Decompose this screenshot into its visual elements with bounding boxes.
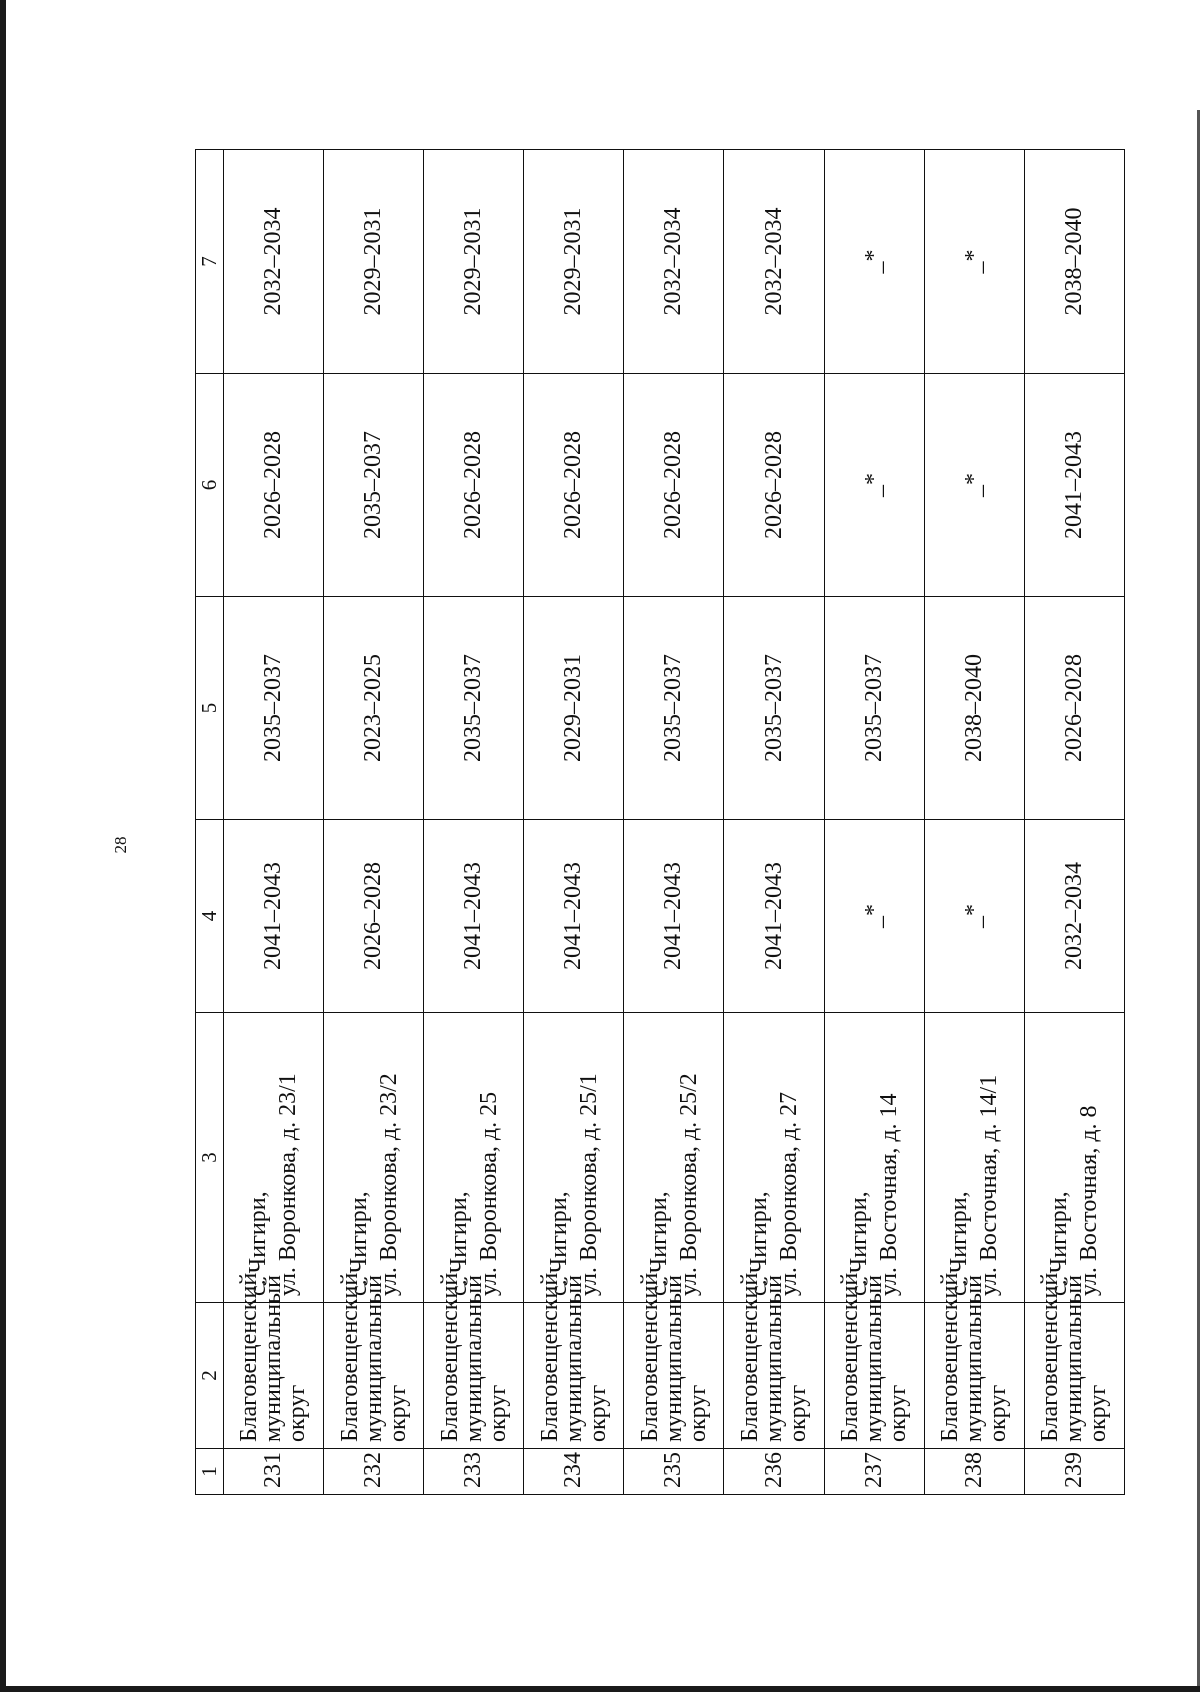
address-cell [424, 1013, 524, 1303]
district-line: округ [1085, 1384, 1112, 1442]
row-number-cell: 233 [424, 1449, 524, 1495]
period-cell-c5: 2035–2037 [824, 597, 924, 820]
district-line: муниципальный [660, 1274, 687, 1442]
table-row [724, 150, 824, 1495]
schedule-table [195, 149, 1125, 1495]
district-cell [424, 1272, 524, 1449]
district-line: Благовещенский [837, 1272, 864, 1442]
address-cell [824, 1013, 924, 1303]
scan-edge-left [0, 0, 6, 1692]
address-line: с. Чигири, [846, 1191, 873, 1296]
row-number-cell: 236 [724, 1449, 824, 1495]
column-header: 3 [196, 1013, 224, 1303]
district-line: Благовещенский [636, 1272, 663, 1442]
district-line: Благовещенский [336, 1272, 363, 1442]
table-row [524, 150, 624, 1495]
address-line: ул. Воронкова, д. 23/1 [275, 1073, 302, 1296]
table-container [195, 150, 1125, 1495]
row-number-cell: 237 [824, 1449, 924, 1495]
address-cell [524, 1013, 624, 1303]
row-number-cell: 232 [323, 1449, 423, 1495]
period-cell-c7: 2029–2031 [524, 150, 624, 374]
district-line: округ [885, 1384, 912, 1442]
address-line: ул. Воронкова, д. 25/2 [675, 1073, 702, 1296]
period-cell-c5: 2035–2037 [724, 597, 824, 820]
district-line: Благовещенский [737, 1272, 764, 1442]
table-row [223, 150, 323, 1495]
district-cell [323, 1272, 423, 1449]
table-row [924, 150, 1024, 1495]
period-cell-c4: 2041–2043 [624, 820, 724, 1013]
period-cell-c4: _* [824, 820, 924, 1013]
period-cell-c6: 2026–2028 [524, 374, 624, 597]
district-line: округ [985, 1384, 1012, 1442]
district-line: муниципальный [861, 1274, 888, 1442]
period-cell-c5: 2029–2031 [524, 597, 624, 820]
address-cell [724, 1013, 824, 1303]
district-line: округ [384, 1384, 411, 1442]
address-line: ул. Воронкова, д. 25/1 [575, 1073, 602, 1296]
period-cell-c4: 2041–2043 [724, 820, 824, 1013]
period-cell-c5: 2038–2040 [924, 597, 1024, 820]
address-line: с. Чигири, [645, 1191, 672, 1296]
address-line: ул. Воронкова, д. 23/2 [375, 1073, 402, 1296]
period-cell-c5: 2035–2037 [624, 597, 724, 820]
period-cell-c7: 2032–2034 [724, 150, 824, 374]
address-line: ул. Воронкова, д. 25 [475, 1091, 502, 1296]
period-cell-c4: 2041–2043 [524, 820, 624, 1013]
district-cell [1024, 1272, 1124, 1449]
district-line: Благовещенский [436, 1272, 463, 1442]
row-number-cell: 235 [624, 1449, 724, 1495]
period-cell-c7: 2032–2034 [223, 150, 323, 374]
district-line: Благовещенский [937, 1272, 964, 1442]
district-line: муниципальный [360, 1274, 387, 1442]
address-line: с. Чигири, [946, 1191, 973, 1296]
table-row [323, 150, 423, 1495]
rotated-table-frame [195, 150, 1125, 1495]
district-line: округ [284, 1384, 311, 1442]
period-cell-c6: 2041–2043 [1024, 374, 1124, 597]
row-number-cell: 234 [524, 1449, 624, 1495]
address-cell [323, 1013, 423, 1303]
district-line: муниципальный [761, 1274, 788, 1442]
period-cell-c4: 2041–2043 [223, 820, 323, 1013]
period-cell-c7: _* [824, 150, 924, 374]
header-row [196, 150, 224, 1495]
row-number-cell: 239 [1024, 1449, 1124, 1495]
period-cell-c6: 2026–2028 [223, 374, 323, 597]
period-cell-c5: 2035–2037 [223, 597, 323, 820]
district-cell [624, 1272, 724, 1449]
period-cell-c5: 2023–2025 [323, 597, 423, 820]
period-cell-c4: _* [924, 820, 1024, 1013]
table-body [196, 150, 1125, 1495]
table-row [824, 150, 924, 1495]
column-header: 7 [196, 150, 224, 374]
address-line: с. Чигири, [245, 1191, 272, 1296]
scan-edge-bottom [0, 1686, 1200, 1692]
table-row [424, 150, 524, 1495]
district-line: округ [484, 1384, 511, 1442]
district-line: муниципальный [961, 1274, 988, 1442]
period-cell-c5: 2026–2028 [1024, 597, 1124, 820]
district-line: муниципальный [460, 1274, 487, 1442]
row-number-cell: 231 [223, 1449, 323, 1495]
address-line: ул. Восточная, д. 14 [876, 1093, 903, 1296]
column-header: 2 [196, 1303, 224, 1449]
district-line: муниципальный [560, 1274, 587, 1442]
period-cell-c7: 2032–2034 [624, 150, 724, 374]
district-cell [824, 1272, 924, 1449]
period-cell-c6: 2035–2037 [323, 374, 423, 597]
address-line: с. Чигири, [545, 1191, 572, 1296]
period-cell-c6: 2026–2028 [424, 374, 524, 597]
district-cell [724, 1272, 824, 1449]
district-line: муниципальный [260, 1274, 287, 1442]
period-cell-c5: 2035–2037 [424, 597, 524, 820]
column-header: 5 [196, 597, 224, 820]
district-line: округ [785, 1384, 812, 1442]
district-line: Благовещенский [1037, 1272, 1064, 1442]
district-line: Благовещенский [536, 1272, 563, 1442]
district-cell [924, 1272, 1024, 1449]
page-number: 28 [111, 836, 130, 854]
address-cell [924, 1013, 1024, 1303]
period-cell-c4: 2026–2028 [323, 820, 423, 1013]
address-line: ул. Воронкова, д. 27 [776, 1091, 803, 1296]
row-number-cell: 238 [924, 1449, 1024, 1495]
column-header: 6 [196, 374, 224, 597]
address-line: с. Чигири, [1046, 1191, 1073, 1296]
period-cell-c6: 2026–2028 [724, 374, 824, 597]
district-cell [223, 1272, 323, 1449]
address-line: с. Чигири, [345, 1191, 372, 1296]
address-line: ул. Восточная, д. 8 [1076, 1105, 1103, 1296]
address-cell [624, 1013, 724, 1303]
address-line: с. Чигири, [746, 1191, 773, 1296]
district-cell [524, 1272, 624, 1449]
district-line: округ [684, 1384, 711, 1442]
table-row [624, 150, 724, 1495]
district-line: муниципальный [1061, 1274, 1088, 1442]
period-cell-c7: _* [924, 150, 1024, 374]
address-line: с. Чигири, [445, 1191, 472, 1296]
period-cell-c4: 2032–2034 [1024, 820, 1124, 1013]
column-header: 1 [196, 1449, 224, 1495]
address-cell [1024, 1013, 1124, 1303]
table-row [1024, 150, 1124, 1495]
period-cell-c7: 2029–2031 [323, 150, 423, 374]
period-cell-c7: 2038–2040 [1024, 150, 1124, 374]
column-header: 4 [196, 820, 224, 1013]
period-cell-c4: 2041–2043 [424, 820, 524, 1013]
period-cell-c7: 2029–2031 [424, 150, 524, 374]
period-cell-c6: _* [924, 374, 1024, 597]
address-cell [223, 1013, 323, 1303]
district-line: Благовещенский [236, 1272, 263, 1442]
address-line: ул. Восточная, д. 14/1 [976, 1074, 1003, 1296]
period-cell-c6: _* [824, 374, 924, 597]
district-line: округ [584, 1384, 611, 1442]
period-cell-c6: 2026–2028 [624, 374, 724, 597]
